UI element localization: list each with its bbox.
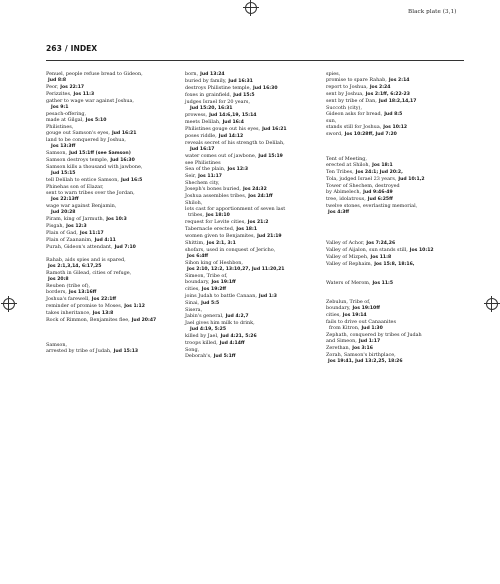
entry-reference: Jos 20:8 [48, 277, 69, 282]
entry-text: Plain of Zaananim, [46, 237, 93, 243]
index-subentry [188, 146, 319, 153]
entry-reference: Jos 1:12 [124, 304, 145, 309]
index-subentry [326, 338, 460, 345]
index-subentry [185, 313, 319, 320]
entry-text: Valley of Achor, [326, 240, 365, 246]
entry-text: Sisera, [185, 307, 203, 313]
index-entry [46, 244, 180, 251]
entry-reference: Jos 2:1,3,14, 6:17,25 [48, 264, 102, 269]
entry-text: request for Levite cities, [185, 219, 246, 225]
entry-text: Samson kills a thousand with jawbone, [46, 164, 143, 170]
index-column-2 [185, 71, 319, 360]
entry-text: buried by family, [185, 78, 227, 84]
entry-text: land to be conquered by Joshua, [46, 137, 126, 143]
entry-reference: Jud 1:30 [361, 326, 383, 331]
index-subentry [188, 212, 319, 219]
entry-reference: Jos 2:10, 12:2, 13:10,27, Jud 11:20,21 [187, 267, 285, 272]
index-entry [46, 216, 180, 223]
index-subentry [185, 233, 319, 240]
header-separator: / [64, 44, 68, 53]
entry-text: Shittim, [185, 240, 205, 246]
entry-reference: Jos 13:3ff [51, 144, 76, 149]
entry-text: Joshua's farewell, [46, 296, 90, 302]
plate-label: Black plate (3,1) [408, 9, 457, 15]
entry-reference: Jos 19:10ff [352, 306, 380, 311]
entry-text: stands still for Joshua, [326, 124, 382, 130]
index-subentry [46, 130, 180, 137]
index-entry [185, 300, 319, 307]
entry-text: gather to wage war against Joshua, [46, 98, 134, 104]
page-number: 263 [46, 44, 62, 53]
index-subentry [329, 325, 460, 332]
index-subentry [185, 186, 319, 193]
entry-text: Jael gives him milk to drink, [185, 320, 255, 326]
index-subentry [46, 348, 180, 355]
entry-reference: Jud 15:20, 16:31 [190, 106, 233, 111]
entry-text: Gideon asks for bread, [326, 111, 383, 117]
entry-text: meets Delilah, [185, 119, 221, 125]
index-entry [326, 261, 460, 268]
entry-text: sent by tribe of Dan, [326, 98, 377, 104]
entry-text: pesach-offering, [46, 111, 87, 117]
index-subentry [185, 126, 319, 133]
entry-reference: Jos 18:1 [236, 227, 258, 232]
entry-text: Zerethan, [326, 345, 351, 351]
index-entry [46, 91, 180, 98]
entry-text: Waters of Merom, [326, 280, 371, 286]
index-entry [46, 237, 180, 244]
entry-text: tribes, [188, 212, 204, 218]
index-entry [326, 240, 460, 247]
index-subentry [46, 157, 180, 164]
index-subentry [185, 226, 319, 233]
entry-reference: Jos 15:8, 18:16, [374, 262, 415, 267]
index-subentry [185, 112, 319, 119]
entry-reference: Jud 15:15 [51, 171, 76, 176]
entry-reference: Jos 10:28ff, Jud 7:20 [344, 132, 397, 137]
entry-reference: Jud 4:14ff [219, 341, 245, 346]
entry-text: joins Judah to battle Canaan, [185, 293, 257, 299]
entry-text: judges Israel for 20 years, [185, 99, 250, 105]
index-entry [46, 230, 180, 237]
entry-text: women given to Benjamites, [185, 233, 256, 239]
entry-reference: Jud 9:46-49 [363, 190, 393, 195]
index-subentry [326, 305, 460, 312]
entry-text: from Kitron, [329, 325, 360, 331]
index-subentry [185, 92, 319, 99]
entry-reference: Jos 10:3 [106, 217, 127, 222]
entry-reference: Jud 5:5 [201, 301, 220, 306]
entry-text: Rock of Rimmon, Benjamites flee, [46, 317, 130, 323]
entry-reference: Jud 16:30 [253, 86, 278, 91]
index-subentry [326, 312, 460, 319]
entry-text: Seir, [185, 173, 197, 179]
index-subentry [185, 266, 319, 273]
entry-text: Zebulun, Tribe of, [326, 299, 371, 305]
entry-reference: Jos 22:1ff [91, 297, 117, 302]
entry-reference: Jos 11:17 [79, 231, 104, 236]
entry-text: Zorah, Samson's birthplace, [326, 352, 396, 358]
entry-reference: Jud 20:28 [51, 210, 76, 215]
entry-text: fails to drive out Canaanites [326, 319, 396, 325]
header-rule [46, 60, 464, 61]
index-subentry [326, 91, 460, 98]
index-subentry [185, 119, 319, 126]
entry-reference: Jud 4:11 [94, 238, 116, 243]
entry-reference: Jud 21:19 [257, 234, 282, 239]
index-entry [326, 280, 460, 287]
entry-reference: Jos 6:4ff [187, 254, 209, 259]
index-subentry [185, 353, 319, 360]
entry-text: Perizzites, [46, 91, 72, 97]
entry-text: Tabernacle erected, [185, 226, 235, 232]
entry-text: made at Gilgal, [46, 117, 84, 123]
index-subentry [46, 263, 180, 270]
entry-reference: Jud 6:25ff [367, 197, 393, 202]
entry-text: sent by Joshua, [326, 91, 364, 97]
entry-text: sent to warn tribes over the Jordan, [46, 190, 135, 196]
entry-text: Deborah's, [185, 353, 212, 359]
entry-reference: Jos 4:3ff [328, 210, 350, 215]
index-subentry [326, 111, 460, 118]
index-entry [326, 176, 460, 183]
entry-reference: Jos 11:8 [370, 255, 392, 260]
entry-text: Song, [185, 347, 200, 353]
entry-reference: Jud 16:17 [190, 147, 215, 152]
entry-reference: Jud 15:13 [113, 349, 139, 354]
entry-reference: Jud 4:19, 5:25 [190, 327, 227, 332]
entry-text: spies, [326, 71, 341, 77]
entry-text: Samson, [46, 342, 68, 348]
index-subentry [326, 358, 460, 365]
entry-text: Philistines, [46, 124, 74, 130]
entry-text: Tower of Shechem, destroyed [326, 183, 400, 189]
entry-reference: Jos 22:17 [60, 85, 85, 90]
entry-text: shofars, used in conquest of Jericho, [185, 247, 276, 253]
entry-text: Samson destroys temple, [46, 157, 109, 163]
entry-reference: Jud 16:21 [262, 127, 287, 132]
index-subentry [326, 124, 460, 131]
entry-reference: Jos 12:3 [66, 224, 87, 229]
entry-text: prowess, [185, 112, 208, 118]
index-entry [326, 169, 460, 176]
entry-text: Sihon king of Heshbon, [185, 260, 243, 266]
index-subentry [185, 85, 319, 92]
entry-reference: Jos 2:14 [388, 78, 410, 83]
index-subentry [49, 209, 180, 216]
entry-reference: Jos 24:32 [242, 187, 267, 192]
entry-reference: Jos 11:5 [372, 281, 394, 286]
entry-text: foxes in grainfield, [185, 92, 232, 98]
index-subentry [46, 77, 180, 84]
entry-reference: Jos 3:16 [352, 346, 373, 351]
entry-text: erected at Shiloh, [326, 162, 371, 168]
entry-text: arrested by tribe of Judah, [46, 348, 112, 354]
index-subentry [326, 84, 460, 91]
index-subentry [49, 196, 180, 203]
entry-reference: Jud 16:5 [120, 178, 143, 183]
index-subentry [326, 209, 460, 216]
index-subentry [46, 303, 180, 310]
entry-text: gouge out Samson's eyes, [46, 130, 110, 136]
index-subentry [49, 143, 180, 150]
entry-text: Rahab, aids spies and is spared, [46, 257, 126, 263]
entry-text: born, [185, 71, 199, 77]
entry-reference: Jud 8:5 [384, 112, 403, 117]
entry-text: report to Joshua, [326, 84, 368, 90]
index-subentry [185, 333, 319, 340]
entry-reference: Jud 14:6,19, 15:14 [209, 113, 257, 118]
entry-text: Ramoth in Gilead, cities of refuge, [46, 270, 132, 276]
entry-text: Piram, king of Jarmuth, [46, 216, 105, 222]
registration-mark-right [484, 296, 500, 312]
index-subentry [185, 71, 319, 78]
entry-text: promise to spare Rahab, [326, 77, 387, 83]
entry-reference: Jud 4:21, 5:26 [220, 334, 257, 339]
entry-reference: Jos 7:24,26 [366, 241, 396, 246]
entry-text: Penuel, people refuse bread to Gideon, [46, 71, 143, 77]
index-entry [46, 84, 180, 91]
entry-text: tree, idolatrous, [326, 196, 366, 202]
entry-reference: Jud 4:2,7 [225, 314, 249, 319]
entry-text: boundary, [185, 279, 210, 285]
entry-text: wage war against Benjamin, [46, 203, 117, 209]
entry-reference: Jos 9:1 [51, 105, 69, 110]
index-entry [326, 345, 460, 352]
index-entry [185, 173, 319, 180]
entry-text: Peor, [46, 84, 59, 90]
entry-reference: Jud 18:2,14,17 [378, 99, 417, 104]
entry-text: poses riddle, [185, 133, 217, 139]
entry-text: Phinehas son of Elazar, [46, 184, 104, 190]
entry-reference: Jos 5:10 [85, 118, 107, 123]
entry-text: water comes out of jawbone, [185, 153, 257, 159]
index-column-1 [46, 71, 180, 355]
registration-mark-top [243, 0, 259, 16]
index-entry [326, 131, 460, 138]
entry-text: Sea of the plain, [185, 166, 226, 172]
index-subentry [46, 150, 180, 157]
entry-reference: Jos 12:3 [227, 167, 249, 172]
entry-reference: Jos 10:12 [383, 125, 408, 130]
entry-reference: Jos 22:13ff [51, 197, 79, 202]
index-subentry [46, 310, 180, 317]
index-entry [185, 166, 319, 173]
entry-reference: Jud 1:17 [358, 339, 381, 344]
entry-text: boundary, [326, 305, 351, 311]
entry-reference: Jos 19:1ff [211, 280, 236, 285]
entry-text: sword, [326, 131, 343, 137]
entry-reference: Jos 13:8 [92, 311, 114, 316]
entry-reference: Jud 14:12 [218, 134, 244, 139]
entry-reference: Jud 13:24 [200, 72, 225, 77]
index-column-3 [326, 71, 460, 365]
entry-reference: Jos 18:10 [205, 213, 230, 218]
entry-text: Joseph's bones buried, [185, 186, 241, 192]
registration-mark-left [1, 296, 17, 312]
entry-reference: Jos 18:1 [372, 163, 393, 168]
entry-reference: Jos 21:2 [247, 220, 269, 225]
index-subentry [326, 162, 460, 169]
entry-text: Plain of Gad, [46, 230, 78, 236]
index-subentry [185, 133, 319, 140]
index-subentry [46, 296, 180, 303]
running-header [46, 44, 97, 53]
entry-reference: Jos 2:1, 3:1 [206, 241, 236, 246]
entry-reference: Jos 2:24 [369, 85, 391, 90]
entry-text: Shiloh, [185, 200, 203, 206]
entry-reference: Jud 5:1ff [213, 354, 236, 359]
entry-text: killed by Jael, [185, 333, 219, 339]
index-subentry [185, 293, 319, 300]
entry-reference: Jud 7:10 [114, 245, 136, 250]
entry-text: cities, [326, 312, 341, 318]
index-subentry [49, 170, 180, 177]
entry-text: Tola, judged Israel 23 years, [326, 176, 397, 182]
entry-text: lots cast for apportionment of seven last [185, 206, 286, 212]
entry-reference: Jud 16:31 [228, 79, 253, 84]
entry-text: tell Delilah to entice Samson, [46, 177, 119, 183]
entry-text: Tent of Meeting, [326, 156, 367, 162]
entry-text: Zephath, conquered by tribes of Judah [326, 332, 422, 338]
entry-reference: Jos 24:1ff [248, 194, 273, 199]
index-subentry [46, 177, 180, 184]
entry-text: takes inheritance, [46, 310, 91, 316]
entry-reference: Jos 24:1; Jud 20:2, [355, 170, 403, 175]
index-entry [326, 196, 460, 203]
index-subentry [185, 193, 319, 200]
index-entry [326, 254, 460, 261]
index-subentry [326, 98, 460, 105]
entry-text: Succoth (city), [326, 105, 362, 111]
entry-reference: Jud 1:3 [258, 294, 278, 299]
entry-text: Sinai, [185, 300, 200, 306]
entry-text: Pisgah, [46, 223, 65, 229]
entry-reference: Jud 20:47 [131, 318, 157, 323]
index-subentry [188, 105, 319, 112]
index-entry [326, 247, 460, 254]
entry-reference: Jos 11:17 [198, 174, 222, 179]
index-subentry [326, 77, 460, 84]
entry-text: Simeon, Tribe of, [185, 273, 228, 279]
entry-text: sun, [326, 118, 337, 124]
index-subentry [185, 253, 319, 260]
entry-reference: Jos 11:3 [73, 92, 95, 97]
index-entry [185, 240, 319, 247]
entry-text: by Abimelech, [326, 189, 362, 195]
index-subentry [49, 104, 180, 111]
entry-text: Purah, Gideon's attendant, [46, 244, 113, 250]
entry-reference: Jud 10:1,2 [398, 177, 425, 182]
entry-text: Shechem city, [185, 180, 220, 186]
index-subentry [185, 78, 319, 85]
entry-text: see Philistines [185, 160, 221, 166]
entry-reference: Jud 15:5 [233, 93, 255, 98]
entry-reference: Jud 15:19 [258, 154, 283, 159]
index-subentry [185, 286, 319, 293]
entry-reference: Jos 19:14 [342, 313, 367, 318]
entry-reference: Jud 8:8 [48, 78, 67, 83]
entry-text: Samson, [46, 150, 68, 156]
entry-reference: Jos 10:12 [409, 248, 434, 253]
entry-reference: Jos 2:1ff, 6:22-23 [365, 92, 410, 97]
entry-text: Valley of Aijalon, sun stands still, [326, 247, 408, 253]
entry-reference: Jud 16:21 [111, 131, 137, 136]
entry-text: Valley of Rephaim, [326, 261, 373, 267]
index-subentry [46, 117, 180, 124]
entry-text: reminder of promise to Moses, [46, 303, 123, 309]
entry-reference: Jud 15:1ff (see Samson) [69, 151, 131, 156]
entry-reference: Jos 19:41, Jud 13:2,25, 18:26 [328, 359, 403, 364]
entry-text: cities, [185, 286, 200, 292]
entry-reference: Jos 19:2ff [201, 287, 227, 292]
entry-text: Ten Tribes, [326, 169, 354, 175]
entry-text: twelve stones, everlasting memorial, [326, 203, 418, 209]
entry-text: Joshua assembles tribes, [185, 193, 247, 199]
entry-text: troops killed, [185, 340, 218, 346]
entry-text: Jabin's general, [185, 313, 224, 319]
entry-reference: Jud 16:4 [222, 120, 244, 125]
index-subentry [326, 189, 460, 196]
entry-text: Valley of Mizpeh, [326, 254, 369, 260]
entry-text: reveals secret of his strength to Delilah, [185, 140, 285, 146]
entry-text: borders, [46, 289, 67, 295]
index-subentry [46, 276, 180, 283]
index-subentry [185, 153, 319, 160]
entry-text: Philistines gouge out his eyes, [185, 126, 261, 132]
index-subentry [188, 326, 319, 333]
index-subentry [185, 279, 319, 286]
index-subentry [46, 289, 180, 296]
index-subentry [185, 219, 319, 226]
index-subentry [185, 340, 319, 347]
entry-text: and Simeon, [326, 338, 357, 344]
index-entry [46, 317, 180, 324]
index-entry [46, 223, 180, 230]
entry-reference: Jos 13:16ff [68, 290, 97, 295]
entry-text: destroys Philistine temple, [185, 85, 252, 91]
entry-reference: Jud 16:30 [110, 158, 135, 163]
entry-text: Reuben (tribe of), [46, 283, 91, 289]
page-title: INDEX [70, 44, 98, 53]
